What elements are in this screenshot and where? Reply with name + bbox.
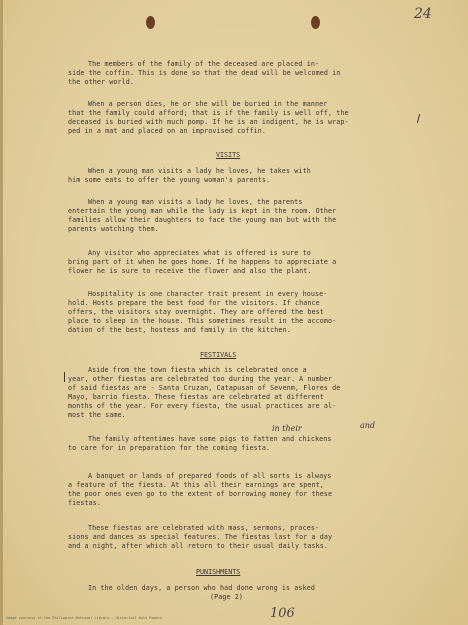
text-line: In the olden days, a person who had done wrong is asked: [88, 584, 315, 592]
text-line: entertain the young man while the lady is kept in the room. Other: [68, 207, 337, 215]
text-line: dation of the best, hostess and family in the kitchen.: [68, 326, 291, 334]
text-line: bring part of it when he goes home. If he happens to appreciate a: [68, 258, 337, 266]
text-line: Mayo, barrio fiesta. These fiestas are celebrated at different: [68, 393, 324, 401]
text-line: of said fiestas are - Santa Cruzan, Catapusan of Sevenm, Flores de: [68, 384, 341, 392]
margin-mark: [64, 372, 65, 382]
handwritten-insertion: in their: [272, 424, 302, 433]
handwritten-insertion: and: [360, 421, 376, 430]
handwritten-page-number: 24: [414, 6, 432, 22]
text-line: the other world.: [68, 78, 135, 86]
page-marker: (Page 2): [210, 593, 244, 601]
text-line: The members of the family of the deceased are placed in-: [88, 60, 320, 68]
text-line: sions and dances as special features. The fiestas last for a day: [68, 533, 333, 541]
text-line: him some eats to offer the young woman's parents.: [68, 176, 271, 184]
text-line: A banquet or lands of prepared foods of all sorts is always: [88, 472, 332, 480]
text-line: Any visitor who appreciates what is offered is sure to: [88, 249, 311, 257]
text-line: Hospitality is one character trait present in every house-: [88, 290, 328, 298]
text-line: most the same.: [68, 411, 126, 419]
text-line: deceased is buried with much pomp. If he is an indigent, he is wrap-: [68, 118, 349, 126]
punch-hole: [311, 16, 320, 29]
section-heading: PUNISHMENTS: [196, 568, 241, 576]
text-line: side the coffin. This is done so that the dead will be welcomed in: [68, 69, 341, 77]
text-line: to care for in preparation for the coming fiesta.: [68, 444, 271, 452]
text-line: families allow their daughters to face the young man but with the: [68, 216, 337, 224]
text-line: that the family could afford; that is if the family is well off, the: [68, 109, 349, 117]
text-line: offers, the visitors stay overnight. They are offered the best: [68, 308, 324, 316]
section-heading: VISITS: [216, 151, 241, 159]
text-line: fiestas.: [68, 499, 102, 507]
text-line: When a young man visits a lady he loves, he takes with: [88, 167, 311, 175]
text-line: flower he is sure to receive the flower and also the plant.: [68, 267, 312, 275]
text-line: a feature of the fiesta. At this all their earnings are spent,: [68, 481, 324, 489]
text-line: When a person dies, he or she will be buried in the manner: [88, 100, 328, 108]
archive-footer: Image courtesy of the Philippine National Library — Historical Data Papers: [6, 616, 162, 620]
text-line: months of the year. For every fiesta, the usual practices are al-: [68, 402, 337, 410]
text-line: The family oftentimes have some pigs to fatten and chickens: [88, 435, 332, 443]
margin-mark: [417, 114, 420, 123]
text-line: and a night, after which all return to their usual daily tasks.: [68, 542, 328, 550]
text-line: year, other fiestas are celebrated too during the year. A number: [68, 375, 333, 383]
text-line: the poor ones even go to the extent of borrowing money for these: [68, 490, 333, 498]
handwritten-page-number-bottom: 106: [270, 606, 295, 621]
section-heading: FESTIVALS: [200, 351, 237, 359]
text-line: parents watching them.: [68, 225, 159, 233]
text-line: When a young man visits a lady he loves, the parents: [88, 198, 303, 206]
punch-hole: [146, 16, 155, 29]
text-line: place to sleep in the house. This sometimes result in the accomo-: [68, 317, 337, 325]
text-line: Aside from the town fiesta which is celebrated once a: [88, 366, 307, 374]
page-edge: [0, 0, 3, 625]
text-line: hold. Hosts prepare the best food for the visitors. If chance: [68, 299, 320, 307]
text-line: These fiestas are celebrated with mass, sermons, proces-: [88, 524, 320, 532]
text-line: ped in a mat and placed on an improvised coffin.: [68, 127, 267, 135]
